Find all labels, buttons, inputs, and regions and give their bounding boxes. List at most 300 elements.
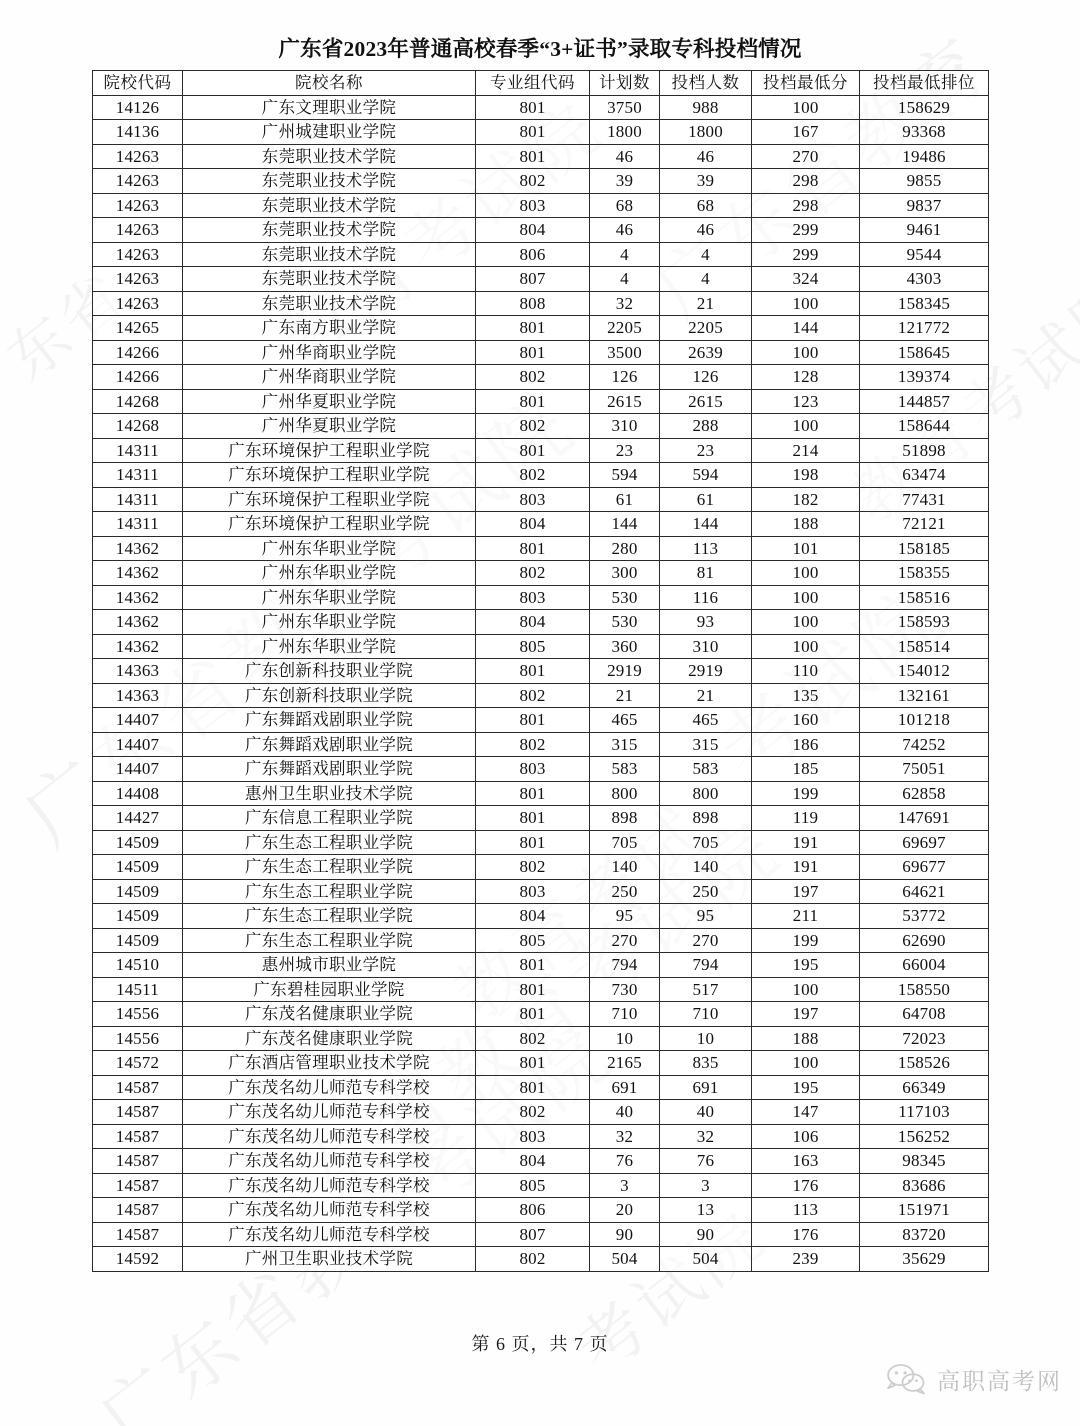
- cell-school-name: 广东酒店管理职业技术学院: [183, 1051, 476, 1076]
- cell-school-code: 14556: [93, 1026, 183, 1051]
- cell-plan-count: 800: [590, 781, 660, 806]
- cell-group-code: 801: [476, 316, 590, 341]
- cell-min-score: 106: [752, 1124, 860, 1149]
- cell-school-code: 14587: [93, 1222, 183, 1247]
- cell-school-name: 广东舞蹈戏剧职业学院: [183, 757, 476, 782]
- cell-school-code: 14363: [93, 683, 183, 708]
- cell-min-rank: 158629: [860, 95, 989, 120]
- cell-school-code: 14362: [93, 634, 183, 659]
- cell-school-name: 广东茂名幼儿师范专科学校: [183, 1075, 476, 1100]
- cell-min-score: 123: [752, 389, 860, 414]
- cell-admitted-count: 46: [660, 218, 752, 243]
- cell-school-name: 广东生态工程职业学院: [183, 855, 476, 880]
- cell-admitted-count: 898: [660, 806, 752, 831]
- cell-group-code: 806: [476, 1198, 590, 1223]
- cell-plan-count: 32: [590, 1124, 660, 1149]
- cell-school-code: 14311: [93, 463, 183, 488]
- cell-min-rank: 158550: [860, 977, 989, 1002]
- cell-plan-count: 2165: [590, 1051, 660, 1076]
- cell-min-rank: 98345: [860, 1149, 989, 1174]
- cell-admitted-count: 13: [660, 1198, 752, 1223]
- cell-school-name: 广州东华职业学院: [183, 561, 476, 586]
- cell-min-rank: 4303: [860, 267, 989, 292]
- cell-plan-count: 504: [590, 1247, 660, 1272]
- cell-plan-count: 32: [590, 291, 660, 316]
- cell-min-rank: 158593: [860, 610, 989, 635]
- table-row: [93, 512, 989, 537]
- table-row: [93, 218, 989, 243]
- table-row: [93, 169, 989, 194]
- cell-min-score: 100: [752, 585, 860, 610]
- table-body: [93, 95, 989, 1271]
- cell-admitted-count: 21: [660, 683, 752, 708]
- cell-group-code: 801: [476, 95, 590, 120]
- table-row: [93, 585, 989, 610]
- cell-min-rank: 158185: [860, 536, 989, 561]
- cell-admitted-count: 710: [660, 1002, 752, 1027]
- cell-admitted-count: 126: [660, 365, 752, 390]
- cell-min-score: 160: [752, 708, 860, 733]
- cell-min-score: 119: [752, 806, 860, 831]
- cell-school-code: 14263: [93, 267, 183, 292]
- cell-admitted-count: 465: [660, 708, 752, 733]
- cell-school-code: 14587: [93, 1173, 183, 1198]
- table-row: [93, 1002, 989, 1027]
- cell-min-score: 188: [752, 1026, 860, 1051]
- table-row: [93, 340, 989, 365]
- cell-school-code: 14263: [93, 218, 183, 243]
- cell-min-score: 128: [752, 365, 860, 390]
- cell-admitted-count: 2615: [660, 389, 752, 414]
- cell-school-name: 广州卫生职业技术学院: [183, 1247, 476, 1272]
- cell-group-code: 802: [476, 169, 590, 194]
- cell-plan-count: 46: [590, 218, 660, 243]
- cell-plan-count: 10: [590, 1026, 660, 1051]
- cell-min-rank: 74252: [860, 732, 989, 757]
- cell-group-code: 802: [476, 561, 590, 586]
- cell-group-code: 801: [476, 806, 590, 831]
- cell-min-rank: 51898: [860, 438, 989, 463]
- cell-school-name: 广东生态工程职业学院: [183, 928, 476, 953]
- cell-admitted-count: 504: [660, 1247, 752, 1272]
- cell-school-code: 14311: [93, 438, 183, 463]
- cell-min-score: 100: [752, 291, 860, 316]
- cell-min-rank: 19486: [860, 144, 989, 169]
- cell-group-code: 802: [476, 683, 590, 708]
- table-row: [93, 683, 989, 708]
- cell-group-code: 801: [476, 438, 590, 463]
- cell-group-code: 802: [476, 732, 590, 757]
- cell-school-name: 广州东华职业学院: [183, 634, 476, 659]
- table-row: [93, 144, 989, 169]
- cell-admitted-count: 93: [660, 610, 752, 635]
- cell-group-code: 801: [476, 953, 590, 978]
- cell-school-name: 广东生态工程职业学院: [183, 904, 476, 929]
- cell-admitted-count: 250: [660, 879, 752, 904]
- cell-plan-count: 270: [590, 928, 660, 953]
- cell-min-rank: 101218: [860, 708, 989, 733]
- cell-plan-count: 730: [590, 977, 660, 1002]
- cell-plan-count: 21: [590, 683, 660, 708]
- table-row: [93, 95, 989, 120]
- cell-min-rank: 62690: [860, 928, 989, 953]
- cell-admitted-count: 800: [660, 781, 752, 806]
- cell-group-code: 801: [476, 659, 590, 684]
- cell-group-code: 804: [476, 1149, 590, 1174]
- cell-min-score: 191: [752, 830, 860, 855]
- cell-group-code: 802: [476, 463, 590, 488]
- cell-plan-count: 1800: [590, 120, 660, 145]
- cell-group-code: 803: [476, 585, 590, 610]
- cell-min-rank: 9461: [860, 218, 989, 243]
- cell-school-name: 广东舞蹈戏剧职业学院: [183, 732, 476, 757]
- cell-admitted-count: 113: [660, 536, 752, 561]
- cell-group-code: 801: [476, 144, 590, 169]
- cell-min-rank: 72023: [860, 1026, 989, 1051]
- cell-min-score: 176: [752, 1222, 860, 1247]
- cell-school-name: 广东文理职业学院: [183, 95, 476, 120]
- cell-min-rank: 158644: [860, 414, 989, 439]
- cell-admitted-count: 21: [660, 291, 752, 316]
- cell-min-score: 270: [752, 144, 860, 169]
- cell-school-name: 广州华商职业学院: [183, 340, 476, 365]
- table-row: [93, 414, 989, 439]
- cell-group-code: 805: [476, 928, 590, 953]
- cell-school-name: 广东碧桂园职业学院: [183, 977, 476, 1002]
- cell-plan-count: 4: [590, 267, 660, 292]
- brand-label: 高职高考网: [937, 1367, 1062, 1394]
- cell-min-score: 197: [752, 1002, 860, 1027]
- cell-admitted-count: 23: [660, 438, 752, 463]
- cell-min-rank: 83686: [860, 1173, 989, 1198]
- table-row: [93, 463, 989, 488]
- cell-school-code: 14266: [93, 365, 183, 390]
- cell-school-code: 14263: [93, 291, 183, 316]
- cell-admitted-count: 594: [660, 463, 752, 488]
- table-row: [93, 389, 989, 414]
- cell-admitted-count: 81: [660, 561, 752, 586]
- cell-school-name: 东莞职业技术学院: [183, 218, 476, 243]
- cell-school-code: 14427: [93, 806, 183, 831]
- cell-group-code: 807: [476, 1222, 590, 1247]
- cell-plan-count: 144: [590, 512, 660, 537]
- cell-admitted-count: 691: [660, 1075, 752, 1100]
- cell-school-name: 广东茂名幼儿师范专科学校: [183, 1100, 476, 1125]
- cell-min-rank: 63474: [860, 463, 989, 488]
- cell-school-code: 14509: [93, 830, 183, 855]
- admission-table: [92, 70, 989, 1272]
- cell-school-name: 广东环境保护工程职业学院: [183, 512, 476, 537]
- cell-admitted-count: 270: [660, 928, 752, 953]
- cell-min-score: 298: [752, 193, 860, 218]
- cell-school-name: 东莞职业技术学院: [183, 267, 476, 292]
- column-header-admitted-count: 投档人数: [660, 71, 752, 96]
- cell-admitted-count: 583: [660, 757, 752, 782]
- cell-plan-count: 310: [590, 414, 660, 439]
- cell-admitted-count: 4: [660, 267, 752, 292]
- column-header-school-code: 院校代码: [93, 71, 183, 96]
- table-row: [93, 193, 989, 218]
- table-row: [93, 267, 989, 292]
- cell-school-code: 14362: [93, 561, 183, 586]
- page-title: 广东省2023年普通高校春季“3+证书”录取专科投档情况: [278, 37, 802, 61]
- cell-school-code: 14268: [93, 414, 183, 439]
- column-header-plan-count: 计划数: [590, 71, 660, 96]
- cell-school-name: 广东茂名幼儿师范专科学校: [183, 1124, 476, 1149]
- cell-school-code: 14509: [93, 928, 183, 953]
- cell-school-name: 广州东华职业学院: [183, 536, 476, 561]
- cell-min-score: 185: [752, 757, 860, 782]
- cell-group-code: 801: [476, 977, 590, 1002]
- cell-min-rank: 139374: [860, 365, 989, 390]
- table-row: [93, 830, 989, 855]
- cell-min-rank: 64708: [860, 1002, 989, 1027]
- cell-plan-count: 39: [590, 169, 660, 194]
- cell-admitted-count: 68: [660, 193, 752, 218]
- cell-group-code: 804: [476, 610, 590, 635]
- cell-admitted-count: 39: [660, 169, 752, 194]
- cell-group-code: 804: [476, 512, 590, 537]
- table-row: [93, 781, 989, 806]
- cell-admitted-count: 288: [660, 414, 752, 439]
- cell-plan-count: 140: [590, 855, 660, 880]
- table-row: [93, 879, 989, 904]
- table-row: [93, 1222, 989, 1247]
- cell-plan-count: 3500: [590, 340, 660, 365]
- cell-min-score: 299: [752, 218, 860, 243]
- cell-min-rank: 156252: [860, 1124, 989, 1149]
- brand-badge: [885, 1362, 1062, 1396]
- cell-min-score: 144: [752, 316, 860, 341]
- cell-school-name: 惠州卫生职业技术学院: [183, 781, 476, 806]
- cell-school-code: 14408: [93, 781, 183, 806]
- cell-school-code: 14263: [93, 242, 183, 267]
- cell-school-code: 14592: [93, 1247, 183, 1272]
- cell-school-name: 东莞职业技术学院: [183, 242, 476, 267]
- cell-group-code: 801: [476, 781, 590, 806]
- cell-min-rank: 9544: [860, 242, 989, 267]
- cell-plan-count: 3: [590, 1173, 660, 1198]
- cell-school-code: 14263: [93, 169, 183, 194]
- cell-min-rank: 158355: [860, 561, 989, 586]
- cell-admitted-count: 140: [660, 855, 752, 880]
- cell-plan-count: 46: [590, 144, 660, 169]
- cell-admitted-count: 40: [660, 1100, 752, 1125]
- cell-min-score: 100: [752, 561, 860, 586]
- column-header-school-name: 院校名称: [183, 71, 476, 96]
- cell-group-code: 802: [476, 1247, 590, 1272]
- cell-school-name: 广东信息工程职业学院: [183, 806, 476, 831]
- cell-plan-count: 250: [590, 879, 660, 904]
- cell-min-score: 135: [752, 683, 860, 708]
- cell-school-code: 14136: [93, 120, 183, 145]
- cell-min-score: 101: [752, 536, 860, 561]
- cell-school-code: 14263: [93, 193, 183, 218]
- cell-min-rank: 93368: [860, 120, 989, 145]
- cell-admitted-count: 835: [660, 1051, 752, 1076]
- cell-plan-count: 710: [590, 1002, 660, 1027]
- cell-school-code: 14509: [93, 879, 183, 904]
- cell-min-rank: 158345: [860, 291, 989, 316]
- cell-min-rank: 154012: [860, 659, 989, 684]
- cell-min-score: 188: [752, 512, 860, 537]
- cell-group-code: 803: [476, 757, 590, 782]
- table-row: [93, 928, 989, 953]
- cell-school-code: 14509: [93, 855, 183, 880]
- column-header-min-score: 投档最低分: [752, 71, 860, 96]
- table-row: [93, 561, 989, 586]
- cell-school-name: 广东创新科技职业学院: [183, 659, 476, 684]
- table-row: [93, 291, 989, 316]
- column-header-min-rank: 投档最低排位: [860, 71, 989, 96]
- cell-min-score: 100: [752, 610, 860, 635]
- table-row: [93, 855, 989, 880]
- cell-plan-count: 594: [590, 463, 660, 488]
- table-row: [93, 1100, 989, 1125]
- cell-group-code: 806: [476, 242, 590, 267]
- column-header-group-code: 专业组代码: [476, 71, 590, 96]
- cell-admitted-count: 3: [660, 1173, 752, 1198]
- cell-min-rank: 72121: [860, 512, 989, 537]
- table-row: [93, 904, 989, 929]
- cell-min-rank: 9837: [860, 193, 989, 218]
- table-row: [93, 659, 989, 684]
- cell-plan-count: 2615: [590, 389, 660, 414]
- cell-school-code: 14126: [93, 95, 183, 120]
- cell-plan-count: 2205: [590, 316, 660, 341]
- cell-school-code: 14268: [93, 389, 183, 414]
- cell-plan-count: 315: [590, 732, 660, 757]
- table-row: [93, 634, 989, 659]
- cell-group-code: 801: [476, 340, 590, 365]
- cell-min-rank: 117103: [860, 1100, 989, 1125]
- cell-admitted-count: 705: [660, 830, 752, 855]
- cell-admitted-count: 116: [660, 585, 752, 610]
- cell-school-code: 14572: [93, 1051, 183, 1076]
- cell-min-rank: 121772: [860, 316, 989, 341]
- cell-school-name: 广东茂名幼儿师范专科学校: [183, 1149, 476, 1174]
- cell-group-code: 801: [476, 830, 590, 855]
- cell-group-code: 802: [476, 1026, 590, 1051]
- table-header: [93, 71, 989, 96]
- cell-group-code: 805: [476, 1173, 590, 1198]
- cell-school-name: 广州东华职业学院: [183, 610, 476, 635]
- cell-min-score: 197: [752, 879, 860, 904]
- cell-school-code: 14263: [93, 144, 183, 169]
- cell-admitted-count: 95: [660, 904, 752, 929]
- cell-min-score: 182: [752, 487, 860, 512]
- cell-min-score: 100: [752, 95, 860, 120]
- cell-group-code: 802: [476, 365, 590, 390]
- cell-school-name: 广东茂名健康职业学院: [183, 1026, 476, 1051]
- cell-min-rank: 132161: [860, 683, 989, 708]
- cell-school-name: 广东茂名幼儿师范专科学校: [183, 1222, 476, 1247]
- cell-school-code: 14362: [93, 610, 183, 635]
- cell-admitted-count: 517: [660, 977, 752, 1002]
- cell-school-name: 广东生态工程职业学院: [183, 879, 476, 904]
- table-row: [93, 316, 989, 341]
- cell-school-name: 惠州城市职业学院: [183, 953, 476, 978]
- cell-school-name: 广东创新科技职业学院: [183, 683, 476, 708]
- cell-school-code: 14362: [93, 585, 183, 610]
- cell-admitted-count: 144: [660, 512, 752, 537]
- cell-min-score: 195: [752, 953, 860, 978]
- cell-admitted-count: 2639: [660, 340, 752, 365]
- cell-school-code: 14587: [93, 1124, 183, 1149]
- cell-min-score: 211: [752, 904, 860, 929]
- cell-plan-count: 794: [590, 953, 660, 978]
- admission-table-container: [92, 70, 988, 1272]
- cell-min-rank: 158516: [860, 585, 989, 610]
- cell-min-score: 100: [752, 634, 860, 659]
- cell-school-name: 广东环境保护工程职业学院: [183, 487, 476, 512]
- cell-min-score: 191: [752, 855, 860, 880]
- cell-school-name: 广东南方职业学院: [183, 316, 476, 341]
- cell-plan-count: 20: [590, 1198, 660, 1223]
- table-row: [93, 708, 989, 733]
- cell-school-name: 广东生态工程职业学院: [183, 830, 476, 855]
- cell-plan-count: 898: [590, 806, 660, 831]
- cell-school-name: 东莞职业技术学院: [183, 169, 476, 194]
- cell-school-name: 广州华夏职业学院: [183, 414, 476, 439]
- cell-school-name: 广州城建职业学院: [183, 120, 476, 145]
- cell-group-code: 803: [476, 879, 590, 904]
- cell-group-code: 808: [476, 291, 590, 316]
- cell-school-name: 广州华夏职业学院: [183, 389, 476, 414]
- cell-school-code: 14266: [93, 340, 183, 365]
- table-row: [93, 120, 989, 145]
- cell-admitted-count: 10: [660, 1026, 752, 1051]
- cell-min-score: 195: [752, 1075, 860, 1100]
- table-row: [93, 1198, 989, 1223]
- cell-min-score: 100: [752, 977, 860, 1002]
- table-row: [93, 1124, 989, 1149]
- cell-plan-count: 530: [590, 585, 660, 610]
- cell-school-code: 14587: [93, 1100, 183, 1125]
- cell-plan-count: 583: [590, 757, 660, 782]
- cell-min-rank: 62858: [860, 781, 989, 806]
- cell-plan-count: 126: [590, 365, 660, 390]
- table-row: [93, 732, 989, 757]
- cell-school-name: 广东舞蹈戏剧职业学院: [183, 708, 476, 733]
- cell-school-name: 广州东华职业学院: [183, 585, 476, 610]
- cell-group-code: 801: [476, 1002, 590, 1027]
- cell-min-rank: 66349: [860, 1075, 989, 1100]
- cell-min-score: 298: [752, 169, 860, 194]
- cell-plan-count: 76: [590, 1149, 660, 1174]
- table-row: [93, 487, 989, 512]
- table-row: [93, 610, 989, 635]
- cell-plan-count: 465: [590, 708, 660, 733]
- cell-school-code: 14509: [93, 904, 183, 929]
- table-row: [93, 1149, 989, 1174]
- cell-group-code: 801: [476, 1075, 590, 1100]
- cell-school-name: 东莞职业技术学院: [183, 193, 476, 218]
- cell-group-code: 803: [476, 487, 590, 512]
- cell-min-rank: 151971: [860, 1198, 989, 1223]
- cell-min-rank: 53772: [860, 904, 989, 929]
- cell-school-code: 14511: [93, 977, 183, 1002]
- cell-min-score: 239: [752, 1247, 860, 1272]
- cell-admitted-count: 32: [660, 1124, 752, 1149]
- cell-group-code: 803: [476, 193, 590, 218]
- cell-admitted-count: 1800: [660, 120, 752, 145]
- cell-min-rank: 147691: [860, 806, 989, 831]
- cell-school-name: 广东茂名幼儿师范专科学校: [183, 1198, 476, 1223]
- cell-school-name: 广东环境保护工程职业学院: [183, 463, 476, 488]
- table-row: [93, 1075, 989, 1100]
- cell-school-code: 14311: [93, 512, 183, 537]
